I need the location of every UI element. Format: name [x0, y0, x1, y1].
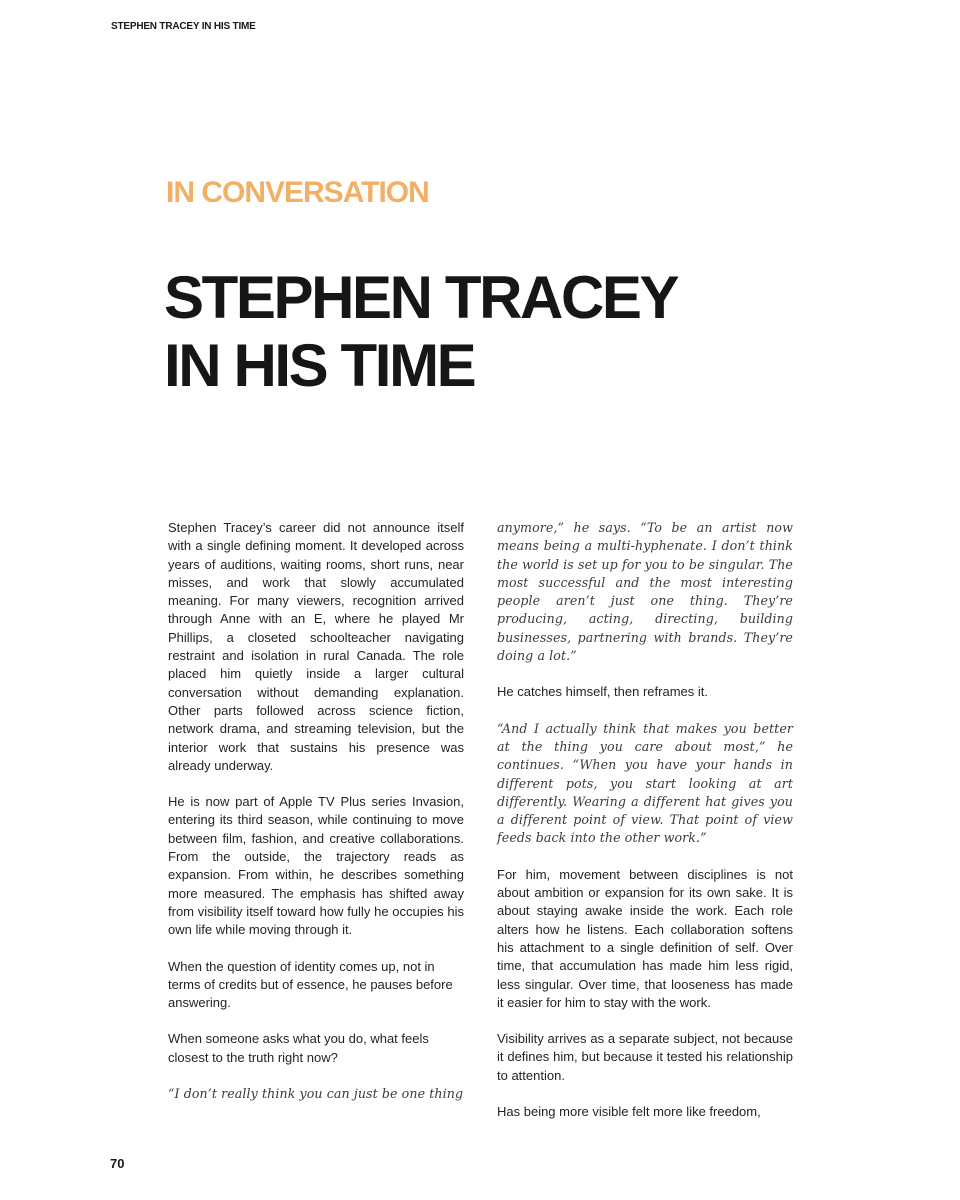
quote-paragraph: “I don’t really think you can just be one thing: [168, 1086, 464, 1102]
title-line-2: IN HIS TIME: [164, 332, 475, 399]
quote-paragraph: anymore,” he says. “To be an artist now means being a multi-hyphenate. I don’t think the world is set up for you to be singular. The most successful and the most interesting people aren’t just one thing. They’re producing, acting, directing, building businesses, partnering with brands. They’re doing a lot.”: [497, 520, 793, 664]
quote-paragraph: “And I actually think that makes you better at the thing you care about most,” he continues. “When you have your hands in different pots, you start looking at art differently. Wearing a different hat gives you a different point of view. That point of view feeds back into the other work.”: [497, 720, 793, 846]
running-head: STEPHEN TRACEY IN HIS TIME: [111, 21, 256, 32]
interview-question: When someone asks what you do, what feels closest to the truth right now?: [168, 1031, 429, 1065]
interview-question: Has being more visible felt more like freedom,: [497, 1104, 761, 1120]
paragraph: He catches himself, then reframes it.: [497, 684, 708, 700]
paragraph: When the question of identity comes up, not in terms of credits but of essence, he pauses before answering.: [168, 958, 453, 1011]
article-title: [164, 264, 844, 400]
section-kicker: IN CONVERSATION: [166, 176, 429, 209]
paragraph: He is now part of Apple TV Plus series Invasion, entering its third season, while continuing to move between film, fashion, and creative collaborations. From the outside, the trajectory reads as expansion. From within, he describes something more measured. The emphasis has shifted away from visibility itself toward how fully he occupies his own life while moving through it.: [168, 794, 464, 938]
paragraph: Stephen Tracey’s career did not announce itself with a single defining moment. It developed across years of auditions, waiting rooms, short runs, near misses, and work that slowly accumulated meaning. For many viewers, recognition arrived through Anne with an E, where he played Mr Phillips, a closeted schoolteacher navigating restraint and isolation in rural Canada. The role placed him quietly inside a larger cultural conversation without demanding explanation. Other parts followed across science fiction, network drama, and streaming television, but the interior work that sustains his presence was already underway.: [168, 520, 464, 773]
title-line-1: STEPHEN TRACEY: [164, 264, 678, 331]
body-column-right: [497, 519, 793, 1139]
body-column-left: [168, 519, 464, 1121]
paragraph: For him, movement between disciplines is not about ambition or expansion for its own sake. It is about staying awake inside the work. Each role alters how he listens. Each collaboration softens his attachment to a single definition of self. Over time, that accumulation has made him less rigid, less singular. Over time, that looseness has made it easier for him to stay with the work.: [497, 866, 793, 1010]
page-number: 70: [110, 1156, 125, 1171]
paragraph: Visibility arrives as a separate subject, not because it defines him, but because it tested his relationship to attention.: [497, 1031, 793, 1083]
